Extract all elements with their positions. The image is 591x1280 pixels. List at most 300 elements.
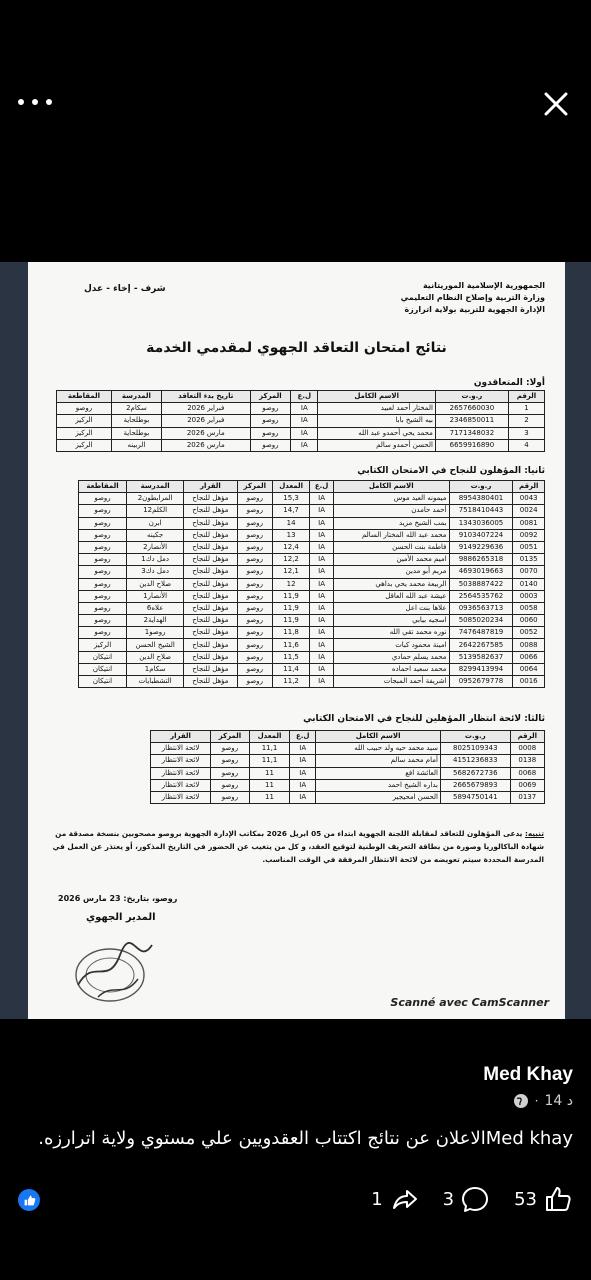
table-cell: لائحة الانتظار [151,755,211,767]
table-cell: بوطلحاية [111,415,161,427]
table-header-cell: المدرسة [111,391,161,403]
table-cell: صلاح الدين [127,578,184,590]
table-cell: 0064 [513,663,545,675]
signature-title: المدير الجهوي [86,912,156,923]
table-cell: 9886265318 [449,554,513,566]
table-cell: بيه الشيخ بابا [318,415,435,427]
table-cell: روصو [250,415,291,427]
table-cell: مؤهل للنجاح [184,493,237,505]
table-row [79,676,545,688]
table-cell: روصو [237,590,272,602]
table-cell: انتيكان [79,651,127,663]
table-cell: 5894750141 [440,791,510,803]
table-row [151,767,545,779]
table-cell: 0070 [513,566,545,578]
table-cell: فبراير 2026 [161,415,250,427]
table-cell: 15,3 [273,493,310,505]
table-cell: ابرن [127,517,184,529]
thumbs-up-icon [543,1184,573,1214]
table-cell: روصو [237,505,272,517]
table-cell: 0936563713 [449,602,513,614]
table-cell: 9149229636 [449,541,513,553]
table-cell: 11,6 [273,639,310,651]
table-cell: سكام2 [111,403,161,415]
post-time: 14 د [544,1093,573,1109]
table-cell: مؤهل للنجاح [184,676,237,688]
more-options-button[interactable] [18,88,52,116]
table-cell: روصو [79,578,127,590]
table-cell: IA [291,439,318,451]
table-row [79,505,545,517]
table-cell: 0051 [513,541,545,553]
table-cell: روصو [211,755,250,767]
table-cell: روصو [237,602,272,614]
table-cell: مارس 2026 [161,427,250,439]
table-cell: روصو [79,627,127,639]
table-cell: لائحة الانتظار [151,791,211,803]
table-cell: روصو [79,615,127,627]
table-cell: 7518410443 [449,505,513,517]
table-cell: 0138 [510,755,544,767]
table-cell: الحسن أحمدو سالم [318,439,435,451]
table-cell: مؤهل للنجاح [184,663,237,675]
table-cell: 5038887422 [449,578,513,590]
table-cell: IA [310,615,334,627]
table-header-cell: المعدل [273,481,310,493]
table-cell: صلاح الدين [127,651,184,663]
table-cell: مؤهل للنجاح [184,651,237,663]
table-cell: الشيخ الحسن [127,639,184,651]
like-count: 53 [514,1188,537,1210]
table-header-cell: تاريخ بدء التعاقد [161,391,250,403]
like-reaction-icon[interactable] [18,1189,40,1211]
table-cell: الأنصار2 [127,541,184,553]
table-cell: مؤهل للنجاح [184,602,237,614]
notice-box [52,827,544,891]
section2-title: ثانيا: المؤهلون للنجاح في الامتحان الكتابي [357,466,545,476]
document-title: نتائج امتحان التعاقد الجهوي لمقدمي الخدمة [146,340,447,356]
table-row [79,615,545,627]
table-cell: 11,8 [273,627,310,639]
table-cell: 9103407224 [449,529,513,541]
table-cell: 5682672736 [440,767,510,779]
table-cell: IA [291,403,318,415]
table-cell: روصو [79,566,127,578]
meta-separator: · [534,1094,539,1108]
table-header-cell: ل.ع [310,481,334,493]
table-cell: سكام1 [127,663,184,675]
table-cell: IA [310,627,334,639]
scanned-document [28,262,565,1019]
table-cell: 0140 [513,578,545,590]
table-row [151,755,545,767]
table-cell: روصو [237,615,272,627]
table-cell: IA [310,578,334,590]
section1-title: أولا: المتعاقدون [473,378,545,388]
table-cell: 2346850011 [435,415,508,427]
table-cell: IA [310,554,334,566]
table-cell: IA [310,676,334,688]
post-photo[interactable] [0,262,591,1019]
table-cell: IA [290,743,316,755]
table-cell: روصو [237,529,272,541]
table-cell: الركيز [57,439,112,451]
table-cell: 11,2 [273,676,310,688]
like-button[interactable] [514,1184,573,1214]
table-cell: 6659916890 [435,439,508,451]
table-cell: روصو [237,566,272,578]
table-row [57,415,545,427]
table-cell: IA [310,602,334,614]
table-header-cell: المركز [237,481,272,493]
table-cell: فبراير 2026 [161,403,250,415]
table-cell: 0081 [513,517,545,529]
table-cell: روصو [237,554,272,566]
table-cell: 11,9 [273,590,310,602]
table-row [79,529,545,541]
table-cell: 12,2 [273,554,310,566]
table-cell: روصو [250,427,291,439]
table-cell: محمد يحي أحمدو عبد الله [318,427,435,439]
table-row [79,541,545,553]
table-cell: 8025109343 [440,743,510,755]
more-dot [46,99,52,105]
table-cell: 11,4 [273,663,310,675]
table-header-cell: الرقم [510,731,544,743]
table-cell: 3 [508,427,544,439]
table-cell: 2665679893 [440,779,510,791]
table-cell: 11 [249,779,289,791]
table-cell: روصو [79,505,127,517]
table-cell: مؤهل للنجاح [184,541,237,553]
share-count: 1 [371,1188,383,1210]
table-cell: IA [310,639,334,651]
table-cell: نوره محمد تقي الله [334,627,449,639]
table-cell: 8299413994 [449,663,513,675]
table-cell: روصو [250,439,291,451]
table-cell: الركيز [57,427,112,439]
table-cell: الركيز [57,415,112,427]
table-cell: محمد سعيد احماده [334,663,449,675]
table-row [79,493,545,505]
camscanner-watermark: Scanné avec CamScanner [390,996,549,1009]
table-cell: 8954380401 [449,493,513,505]
letterhead-line: الإدارة الجهوية للتربية بولاية اترارزة [404,305,545,314]
table-cell: الربيعة محمد يحي بداهي [334,578,449,590]
table-header-cell: المدرسة [127,481,184,493]
table-row [57,427,545,439]
table-header-cell: ر.و.ت [435,391,508,403]
table-cell: الربينه [111,439,161,451]
table-cell: IA [310,590,334,602]
table-cell: 0135 [513,554,545,566]
table-cell: المرابطون2 [127,493,184,505]
table-cell: 13 [273,529,310,541]
comment-icon [460,1184,490,1214]
table-cell: 11,9 [273,602,310,614]
table-cell: روصو [237,578,272,590]
table-cell: 5085020234 [449,615,513,627]
table-header-cell: المقاطعة [79,481,127,493]
table-cell: IA [310,541,334,553]
table-cell: 5139582637 [449,651,513,663]
table-cell: اسجيه بيابي [334,615,449,627]
table-cell: 4151236833 [440,755,510,767]
table-cell: دمل دك1 [127,554,184,566]
table-header-cell: المعدل [249,731,289,743]
table-cell: الركيز [79,639,127,651]
table-cell: 0092 [513,529,545,541]
table-cell: علاها بنت اعل [334,602,449,614]
table-cell: 4693019663 [449,566,513,578]
table-row [79,639,545,651]
table-cell: مؤهل للنجاح [184,627,237,639]
table-cell: انتيكان [79,676,127,688]
table-cell: 2642267585 [449,639,513,651]
table-row [79,651,545,663]
close-icon[interactable] [538,86,574,122]
table-cell: بداره الشيخ احمد [316,779,441,791]
table-cell: مؤهل للنجاح [184,566,237,578]
table-cell: 0016 [513,676,545,688]
table-cell: 0069 [510,779,544,791]
table-cell: 0052 [513,627,545,639]
table-cell: روصو [237,627,272,639]
table-cell: التشطبايات [127,676,184,688]
table-cell: 0068 [510,767,544,779]
table-cell: روصو [211,791,250,803]
table-header-cell: الاسم الكامل [316,731,441,743]
table-cell: روصو1 [127,627,184,639]
table-header-cell: الاسم الكامل [318,391,435,403]
table-row [151,779,545,791]
table-cell: 11,5 [273,651,310,663]
table-cell: 2657660030 [435,403,508,415]
viewer-topbar [0,70,591,134]
table-cell: فاطمة بنت الحسن [334,541,449,553]
table-cell: الأنصار1 [127,590,184,602]
letterhead-line: وزارة التربية وإصلاح النظام التعليمي [400,293,545,302]
table-cell: 1343036005 [449,517,513,529]
table-cell: 12,4 [273,541,310,553]
table-cell: 11,1 [249,743,289,755]
table-row [57,403,545,415]
table-cell: بوطلحاية [111,427,161,439]
table-cell: روصو [237,651,272,663]
table-row [79,578,545,590]
table-cell: محمد عبد الله المختار السالم [334,529,449,541]
table-cell: IA [290,767,316,779]
more-dot [18,99,24,105]
table-cell: IA [310,651,334,663]
table-cell: مارس 2026 [161,439,250,451]
table-cell: روصو [237,663,272,675]
table-header-cell: الاسم الكامل [334,481,449,493]
table-row [79,554,545,566]
table-cell: IA [310,505,334,517]
table-cell: علاه6 [127,602,184,614]
table-cell: اميم محمد الأمين [334,554,449,566]
globe-icon [513,1093,529,1109]
table-cell: 0058 [513,602,545,614]
post-meta [513,1093,573,1109]
table-cell: العائشة افع [316,767,441,779]
table-cell: لائحة الانتظار [151,767,211,779]
table-header-cell: القرار [151,731,211,743]
table-cell: IA [291,415,318,427]
table-cell: مؤهل للنجاح [184,639,237,651]
table-cell: مؤهل للنجاح [184,554,237,566]
table-cell: 0060 [513,615,545,627]
table-cell: 0066 [513,651,545,663]
table-cell: امينة محمود كبات [334,639,449,651]
table-cell: مريم أبو مدين [334,566,449,578]
table-header-cell: المركز [250,391,291,403]
table-cell: 12 [273,578,310,590]
table-cell: روصو [237,541,272,553]
table-cell: روصو [79,517,127,529]
table-cell: IA [310,566,334,578]
table-cell: 14,7 [273,505,310,517]
table-cell: مؤهل للنجاح [184,578,237,590]
post-actions [371,1184,573,1214]
table-header-cell: القرار [184,481,237,493]
qualified-table [78,480,545,688]
table-cell: الهداية2 [127,615,184,627]
table-cell: 0043 [513,493,545,505]
post-caption: Med khayالاعلان عن نتائج اكتتاب العقدويين علي مستوي ولاية اترارزه. [38,1128,573,1149]
table-cell: 1 [508,403,544,415]
table-cell: عيشة عبد الله العاقل [334,590,449,602]
table-cell: 11,9 [273,615,310,627]
comment-count: 3 [442,1188,455,1210]
table-header-cell: الرقم [513,481,545,493]
table-cell: 11,1 [249,755,289,767]
share-icon [389,1184,419,1214]
table-header-cell: ل.ع [290,731,316,743]
table-cell: IA [310,517,334,529]
table-cell: 0952679778 [449,676,513,688]
table-cell: روصو [79,541,127,553]
table-cell: الحسن امحيجير [316,791,441,803]
table-cell: لائحة الانتظار [151,743,211,755]
table-cell: انتيكان [79,663,127,675]
table-cell: أحمد حامدن [334,505,449,517]
section3-title: ثالثا: لائحة انتظار المؤهلين للنجاح في الامتحان الكتابي [303,714,545,724]
table-cell: 14 [273,517,310,529]
table-cell: IA [290,791,316,803]
table-cell: 2 [508,415,544,427]
table-cell: روصو [79,554,127,566]
table-cell: 2564535762 [449,590,513,602]
table-cell: بمب الشيخ مزيد [334,517,449,529]
table-cell: 0024 [513,505,545,517]
table-cell: روصو [237,493,272,505]
table-header-cell: ر.و.ت [449,481,513,493]
table-cell: 11 [249,767,289,779]
table-row [79,517,545,529]
table-cell: جكينه [127,529,184,541]
table-cell: روصو [79,493,127,505]
table-cell: الكلم12 [127,505,184,517]
table-cell: اشريفة أحمد المبجات [334,676,449,688]
table-cell: مؤهل للنجاح [184,517,237,529]
table-cell: روصو [211,767,250,779]
table-cell: 4 [508,439,544,451]
table-cell: IA [290,779,316,791]
table-row [79,663,545,675]
waitlist-table [150,730,545,804]
table-cell: IA [291,427,318,439]
table-cell: المختار أحمد لعبيد [318,403,435,415]
table-cell: 0137 [510,791,544,803]
table-cell: روصو [237,676,272,688]
table-cell: روصو [237,639,272,651]
table-cell: 7171348032 [435,427,508,439]
table-cell: IA [310,663,334,675]
share-button[interactable] [371,1184,418,1214]
table-cell: مؤهل للنجاح [184,505,237,517]
post-author[interactable]: Med Khay [483,1064,573,1085]
table-cell: روصو [211,743,250,755]
table-cell: لائحة الانتظار [151,779,211,791]
table-row [151,743,545,755]
notice-text: يدعى المؤهلون للتعاقد لمقابلة اللجنة الجهوية ابتداء من 05 ابريل 2026 بمكاتب الإدارة الجهوية بروصو مصحوبين بنسخة مصدقة من شهادة الباكالوريا وصورة من بطاقة التعريف الوطنية لتوقيع العقد، و كل من يتغيب عن الحضور في التاريخ المذكور، أو يعتذر عن العمل في المدرسة المحددة سيتم تعويضه من لائحة الانتظار المرفقة في الوقت المناسب. [52,829,544,864]
comment-button[interactable] [443,1184,490,1214]
table-cell: IA [290,755,316,767]
notice-label: تنبيه: [524,829,544,838]
table-header-cell: المركز [211,731,250,743]
motto: شرف - إخاء - عدل [84,284,166,294]
contracted-table [56,390,545,452]
table-cell: روصو [250,403,291,415]
table-row [79,590,545,602]
table-cell: روصو [237,517,272,529]
table-cell: 12,1 [273,566,310,578]
table-row [79,627,545,639]
table-header-cell: ر.و.ت [440,731,510,743]
letterhead-line: الجمهورية الإسلامية الموريتانية [422,281,545,290]
table-cell: 7476487819 [449,627,513,639]
table-cell: مؤهل للنجاح [184,615,237,627]
table-row [57,439,545,451]
table-cell: 0008 [510,743,544,755]
table-row [151,791,545,803]
table-cell: روصو [211,779,250,791]
table-cell: مؤهل للنجاح [184,590,237,602]
table-cell: دمل دك3 [127,566,184,578]
signature-stamp-icon [68,927,158,1007]
table-cell: روصو [79,602,127,614]
table-cell: 0088 [513,639,545,651]
table-cell: IA [310,493,334,505]
table-header-cell: الرقم [508,391,544,403]
table-cell: IA [310,529,334,541]
table-header-cell: المقاطعة [57,391,112,403]
table-cell: محمد يسلم حمادي [334,651,449,663]
table-cell: روصو [57,403,112,415]
table-header-cell: ل.ع [291,391,318,403]
table-cell: مؤهل للنجاح [184,529,237,541]
table-row [79,602,545,614]
table-cell: روصو [79,590,127,602]
more-dot [32,99,38,105]
table-cell: أمام محمد سالم [316,755,441,767]
table-row [79,566,545,578]
letterhead [315,280,545,316]
signature-date: روصو، بتاريخ: 23 مارس 2026 [58,894,178,903]
table-cell: ميمونه العيد موس [334,493,449,505]
